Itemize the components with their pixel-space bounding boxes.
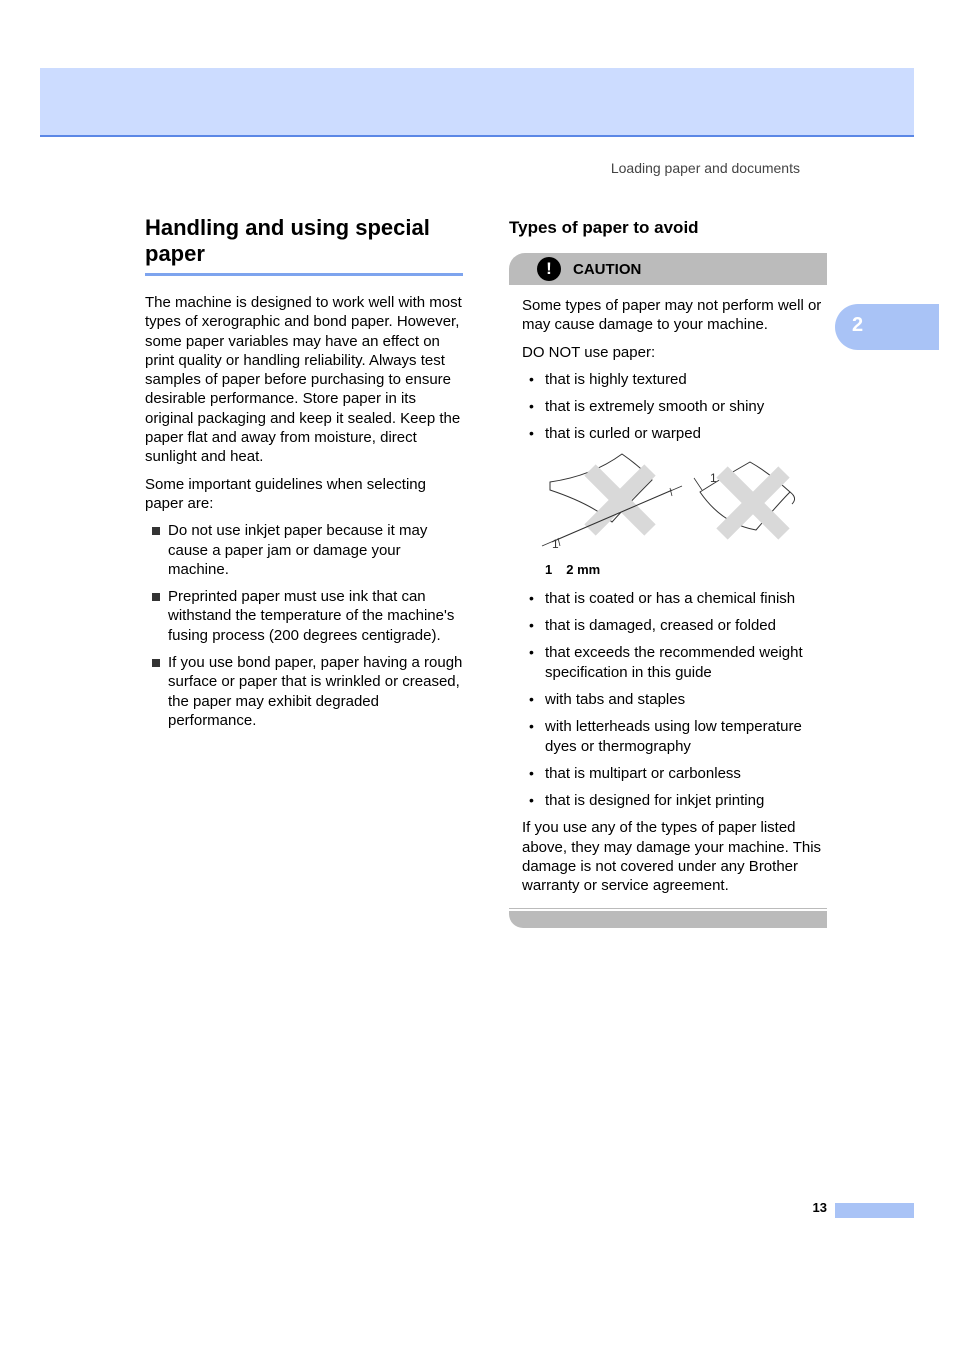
caption-text: 2 mm [566,561,601,577]
list-item: • with letterheads using low temperature dyes or thermography [522,717,827,756]
avoid-list-a [522,370,827,444]
list-item: • that is extremely smooth or shiny [522,397,827,416]
list-item: • that is curled or warped [522,424,827,443]
guidelines-list [145,521,463,730]
subsection-title: Types of paper to avoid [509,218,699,237]
chapter-tab [835,304,939,350]
caution-intro: Some types of paper may not perform well or may cause damage to your machine. [522,297,822,334]
callout-label-left: 1 [552,536,559,551]
curled-paper-illustration [522,452,840,562]
running-header: Loading paper and documents [610,160,800,176]
list-item: • that exceeds the recommended weight specification in this guide [522,643,827,682]
caution-label: CAUTION [573,261,642,278]
do-not-use-label: DO NOT use paper: [522,343,656,361]
list-item: Preprinted paper must use ink that can withstand the temperature of the machine's fusing process (200 degrees centigrade). [145,587,463,645]
exclamation-icon: ! [537,257,561,281]
header-band [40,68,914,137]
caution-body [509,296,827,896]
caution-bar [509,253,827,285]
avoid-list-b [522,589,827,811]
list-item: • that is coated or has a chemical finish [522,589,827,608]
section-title: Handling and using special paper [145,215,463,276]
list-item: • with tabs and staples [522,690,827,709]
list-item: • that is multipart or carbonless [522,764,827,783]
list-item: Do not use inkjet paper because it may cause a paper jam or damage your machine. [145,521,463,579]
guidelines-paragraph: Some important guidelines when selecting paper are: [145,475,426,512]
list-item: • that is highly textured [522,370,827,389]
closing-paragraph: If you use any of the types of paper listed above, they may damage your machine. This damage is not covered under any Brother warranty or service agreement. [522,819,822,895]
figure-caption [545,562,827,577]
page-number: 13 [812,1200,827,1215]
list-item: • that is damaged, creased or folded [522,616,827,635]
list-item: If you use bond paper, paper having a rough surface or paper that is wrinkled or creased, the paper may exhibit degraded performance. [145,653,463,730]
callout-label-right: 1 [710,470,717,485]
curled-paper-figure [522,452,840,562]
page-tab [835,1203,914,1218]
left-column [145,215,463,738]
list-item: • that is designed for inkjet printing [522,791,827,810]
right-column [509,214,827,927]
caution-end-bar [509,908,827,927]
chapter-number: 2 [852,314,864,336]
caption-number: 1 [545,561,553,577]
intro-paragraph: The machine is designed to work well with most types of xerographic and bond paper. However, some paper variables may have an effect on print quality or handling reliability. Always test samples of paper before purchasing to ensure desirable performance. Store paper in its original packaging and keep it sealed. Keep the paper flat and away from moisture, direct sunlight and heat. [145,294,462,466]
